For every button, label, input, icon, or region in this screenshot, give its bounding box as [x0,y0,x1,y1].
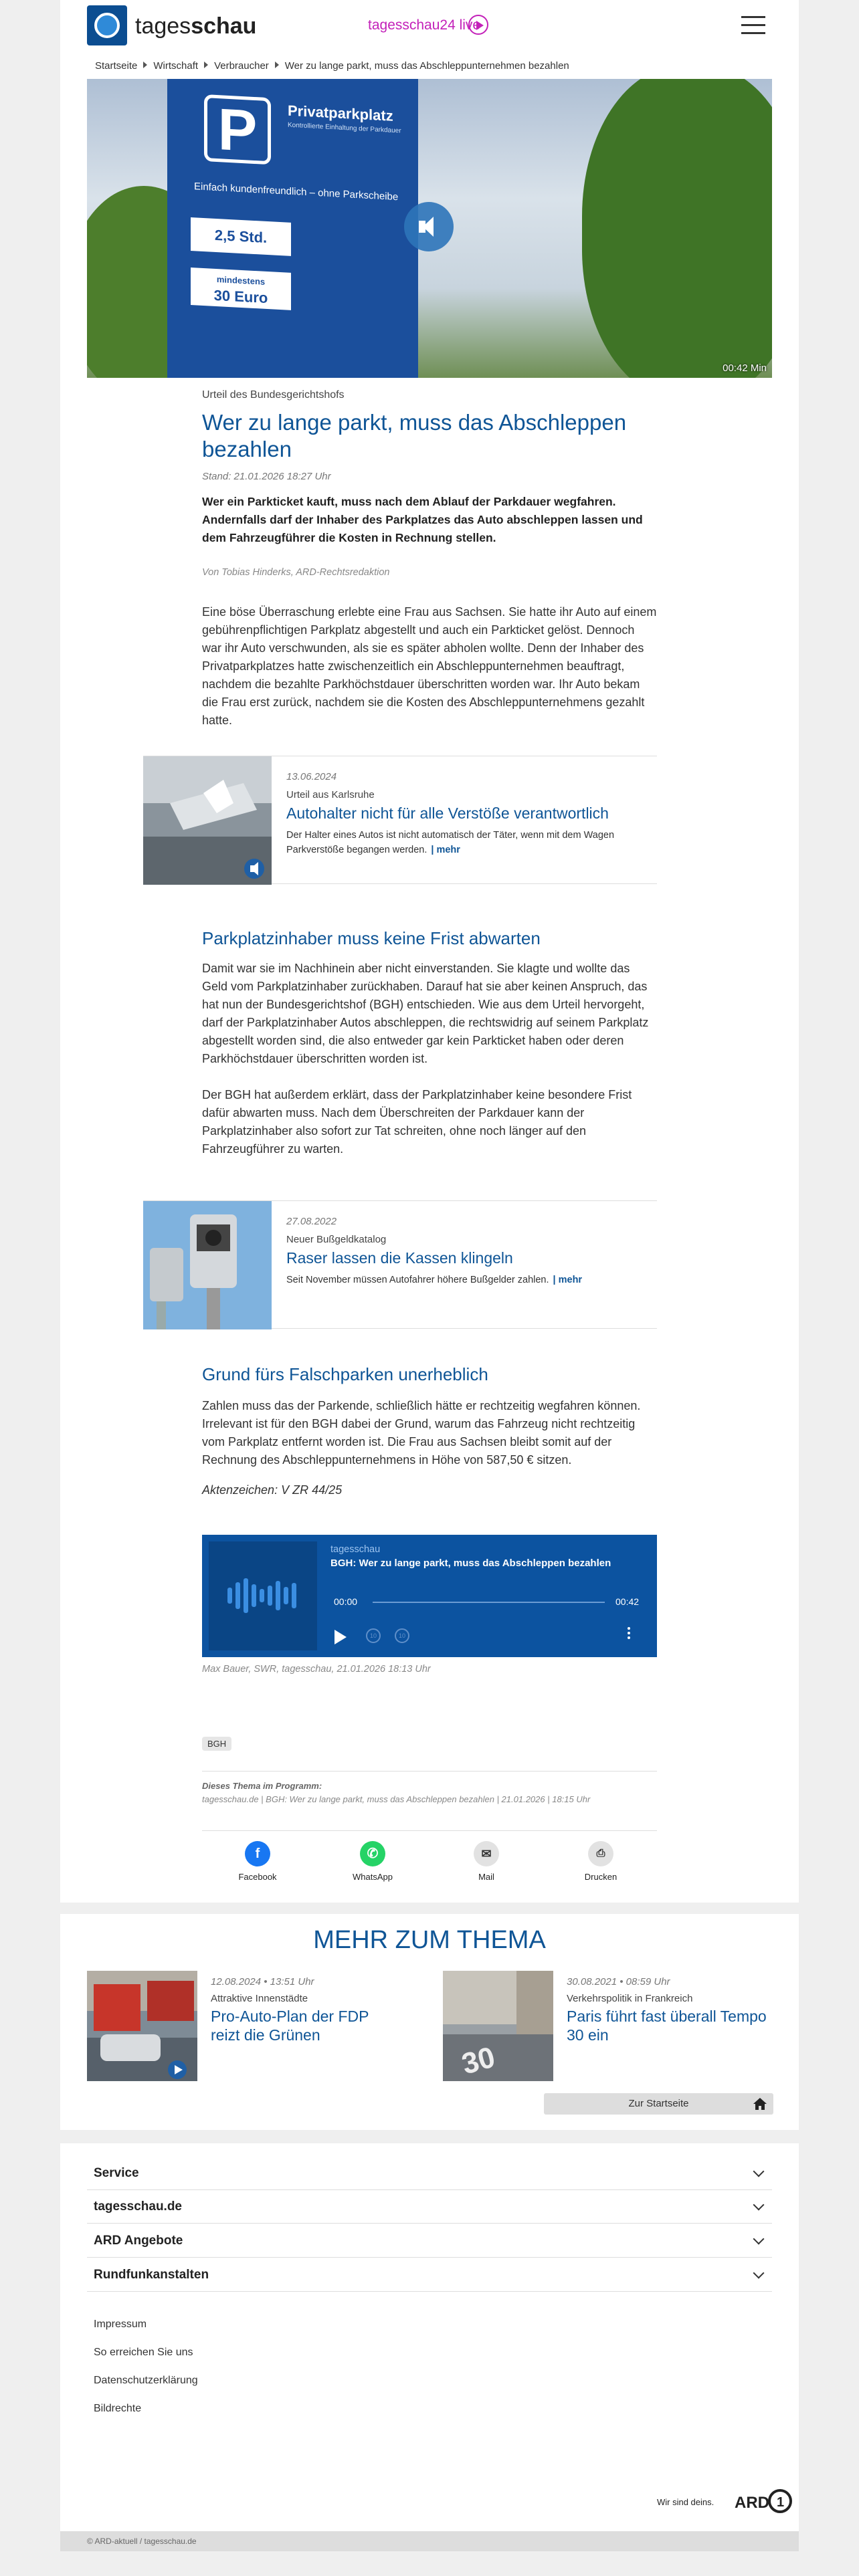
forward-10-icon[interactable]: 10 [395,1628,409,1643]
more-card[interactable] [87,1971,421,2081]
breadcrumb-arrow-icon [143,62,147,68]
audio-time-total: 00:42 [615,1596,640,1607]
card-title[interactable]: Pro-Auto-Plan der FDP reizt die Grünen [211,2008,369,2044]
card-date: 12.08.2024 • 13:51 Uhr [211,1976,314,1988]
card-image[interactable] [87,1971,197,2081]
live-play-icon[interactable] [468,15,488,35]
teaser-description: Der Halter eines Autos ist nicht automatisch der Täter, wenn mit dem Wagen Parkverstöße begangen werden. | mehr [286,830,615,855]
teaser-autohalter[interactable] [143,756,657,884]
chevron-down-icon [753,2199,765,2211]
svg-text:ARD: ARD [735,2494,769,2512]
program-label: Dieses Thema im Programm: [202,1781,322,1791]
mail-icon: ✉ [474,1841,499,1866]
article-paragraph: Zahlen muss das der Parkende, schließlich hätte er rechtzeitig wegfahren können. Irrelevant ist für den BGH dabei der Grund, warum das Fahrzeug nicht rechtzeitig vom Parkplatz entfernt worden ist. Die Frau aus Sachsen bleibt somit auf der Rechnung des Abschleppunternehmens in Höhe von 587,50 € sitzen. [202,1399,641,1467]
section-heading: Parkplatzinhaber muss keine Frist abwarten [202,928,541,948]
site-header [87,5,772,48]
audio-title: BGH: Wer zu lange parkt, muss das Abschleppen bezahlen [330,1558,611,1569]
teaser-kicker: Urteil aus Karlsruhe [286,789,375,800]
tag-bgh[interactable]: BGH [202,1737,231,1751]
breadcrumb [95,60,569,72]
card-kicker: Attraktive Innenstädte [211,1993,308,2004]
section-heading: Grund fürs Falschparken unerheblich [202,1364,488,1384]
svg-text:1: 1 [777,2495,785,2510]
article-paragraph: Der BGH hat außerdem erklärt, dass der Parkplatzinhaber keine besondere Frist dafür abwarten muss. Nach dem Überschreiten der Parkdauer kann der Parkplatzinhaber also sofort zur Tat schreiten, ohne noch länger auf den Fahrzeugführer zu warten. [202,1088,632,1156]
footer-section-rundfunk[interactable]: Rundfunkanstalten [87,2258,772,2292]
article-author: Von Tobias Hinderks, ARD-Rechtsredaktion [202,567,390,578]
article-paragraph: Eine böse Überraschung erlebte eine Frau aus Sachsen. Sie hatte ihr Auto auf einem gebührenpflichtigen Parkplatz abgestellt und auch ein Parkticket gelöst. Dennoch war ihr Auto verschwunden, als sie es später abholen wollte. Denn der Inhaber des Privatparkplatzes hatte zwischenzeitlich ein Abschleppunternehmen beauftragt, nachdem die bezahlte Parkhöchstdauer überschritten worden war. Ihr Auto bekam die Frau erst zurück, nachdem sie die Kosten des Abschleppunternehmens gezahlt hatte. [202,605,657,727]
audio-progress-bar[interactable] [373,1602,605,1603]
footer-link[interactable]: Datenschutzerklärung [94,2375,198,2386]
card-title[interactable]: Paris führt fast überall Tempo 30 ein [567,2008,767,2044]
share-mail[interactable]: ✉ Mail [446,1841,527,1882]
audio-time-current: 00:00 [334,1596,358,1607]
home-icon [753,2098,767,2110]
article-section [202,928,657,1158]
ard-tagline: Wir sind deins. [657,2497,714,2507]
video-duration: 00:42 Min [723,362,767,374]
chevron-down-icon [753,2268,765,2279]
article-lead: Wer ein Parkticket kauft, muss nach dem Ablauf der Parkdauer wegfahren. Andernfalls darf der Inhaber des Parkplatzes das Auto abschleppen lassen und dem Fahrzeugführer die Kosten in Rechnung stellen. [202,495,643,544]
program-text: tagesschau.de | BGH: Wer zu lange parkt, muss das Abschleppen bezahlen | 21.01.2026 | 18:15 Uhr [202,1794,591,1804]
sound-icon[interactable] [404,202,454,251]
ard-logo-icon[interactable] [735,2488,799,2514]
more-options-icon[interactable] [628,1627,632,1641]
svg-text:30: 30 [458,2040,499,2081]
chevron-down-icon [753,2234,765,2245]
more-on-topic [60,1914,799,2130]
footer-link[interactable]: Bildrechte [94,2403,142,2414]
share-whatsapp[interactable]: ✆ WhatsApp [332,1841,413,1882]
more-card[interactable] [443,1971,777,2081]
parking-sign-image: P Privatparkplatz Kontrollierte Einhaltung der Parkdauer Einfach kundenfreundlich – ohne Parkscheibe 2,5 Std. mindestens 30 Euro [167,79,418,378]
brand-name[interactable]: tagesschau [135,13,257,39]
menu-icon[interactable] [741,16,765,35]
print-icon: ⎙ [588,1841,613,1866]
breadcrumb-arrow-icon [275,62,279,68]
program-info [202,1771,657,1805]
more-heading: MEHR ZUM THEMA [313,1926,546,1954]
article-paragraph: Damit war sie im Nachhinein aber nicht einverstanden. Sie klagte und wollte das Geld vom Parkplatzinhaber zurückhaben. Darauf hat sie aber keinen Anspruch, das hat nun der Bundesgerichtshof (BGH) entschieden. Wie aus dem Urteil hervorgeht, darf der Parkplatzinhaber Autos abschleppen, die rechtswidrig auf seinem Parkplatz abgestellt worden sind, die also entweder gar kein Parkticket haben oder deren Parkhöchstdauer überschritten worden ist. [202,962,649,1065]
article-header [202,389,657,730]
audio-artwork [209,1541,317,1650]
hero-video[interactable] [87,79,772,378]
teaser-kicker: Neuer Bußgeldkatalog [286,1234,387,1245]
share-print[interactable]: ⎙ Drucken [561,1841,641,1882]
card-date: 30.08.2021 • 08:59 Uhr [567,1976,670,1988]
tree-image [582,79,772,378]
teaser-title[interactable]: Raser lassen die Kassen klingeln [286,1249,513,1267]
audio-player [202,1535,657,1657]
teaser-image[interactable] [143,1201,272,1329]
site-footer [60,2143,799,2531]
share-divider [202,1830,657,1831]
footer-link[interactable]: Impressum [94,2319,147,2330]
breadcrumb-arrow-icon [204,62,208,68]
aktenzeichen: Aktenzeichen: V ZR 44/25 [202,1483,343,1497]
footer-section-tagesschau[interactable]: tagesschau.de [87,2190,772,2224]
footer-section-service[interactable]: Service [87,2157,772,2190]
article-kicker: Urteil des Bundesgerichtshofs [202,389,345,401]
play-icon[interactable] [335,1630,347,1644]
home-button[interactable]: Zur Startseite [544,2093,773,2115]
share-facebook[interactable]: f Facebook [217,1841,298,1882]
audio-source: tagesschau [330,1544,381,1555]
waveform-icon [227,1578,301,1613]
footer-section-ard[interactable]: ARD Angebote [87,2224,772,2258]
article-date: Stand: 21.01.2026 18:27 Uhr [202,471,331,482]
audio-credit: Max Bauer, SWR, tagesschau, 21.01.2026 18:13 Uhr [202,1664,431,1675]
teaser-date: 13.06.2024 [286,771,337,782]
mehr-link[interactable]: | mehr [431,845,460,855]
live-link[interactable]: tagesschau24 live [368,17,481,33]
facebook-icon: f [245,1841,270,1866]
breadcrumb-item[interactable]: Startseite [95,60,138,72]
card-image[interactable] [443,1971,553,2081]
article-section [202,1364,657,1499]
teaser-title[interactable]: Autohalter nicht für alle Verstöße verantwortlich [286,804,609,822]
card-kicker: Verkehrspolitik in Frankreich [567,1993,693,2004]
article-title: Wer zu lange parkt, muss das Abschleppen bezahlen [202,410,627,461]
teaser-image[interactable] [143,756,272,885]
chevron-down-icon [753,2166,765,2177]
teaser-description: Seit November müssen Autofahrer höhere Bußgelder zahlen. | mehr [286,1275,583,1285]
breadcrumb-item[interactable]: Verbraucher [214,60,269,72]
tagesschau-logo-icon[interactable] [87,5,127,45]
breadcrumb-item[interactable]: Wirtschaft [153,60,199,72]
copyright: © ARD-aktuell / tagesschau.de [60,2531,799,2551]
footer-link[interactable]: So erreichen Sie uns [94,2347,193,2358]
whatsapp-icon: ✆ [360,1841,385,1866]
breadcrumb-current: Wer zu lange parkt, muss das Abschleppunternehmen bezahlen [284,60,569,72]
teaser-date: 27.08.2022 [286,1216,337,1227]
mehr-link[interactable]: | mehr [553,1275,583,1285]
rewind-10-icon[interactable]: 10 [366,1628,381,1643]
teaser-raser[interactable] [143,1200,657,1329]
